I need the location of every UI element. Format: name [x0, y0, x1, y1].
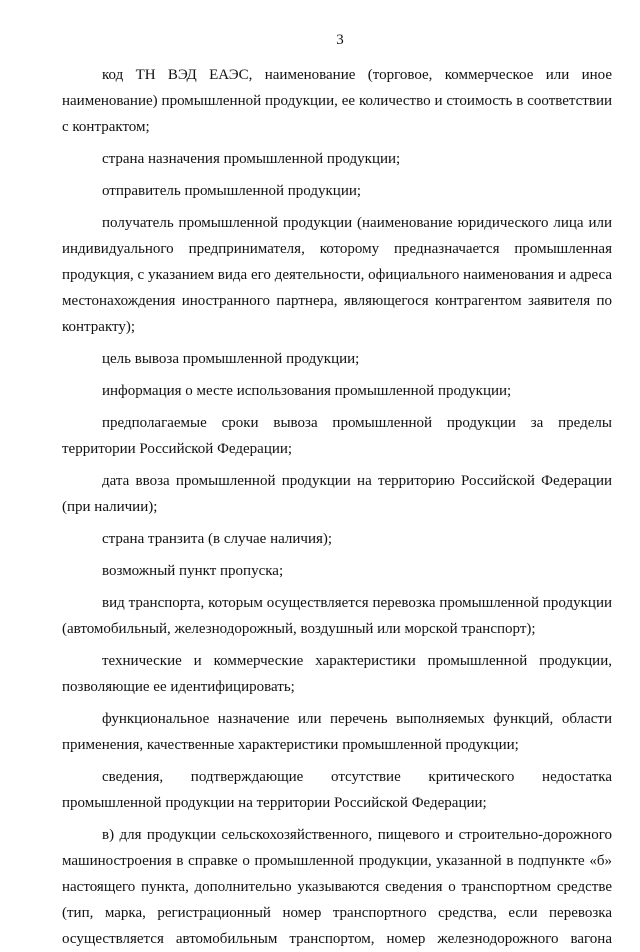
paragraph-shortage-evidence: сведения, подтверждающие отсутствие критического недостатка промышленной продукции на территории Российской Федерации; — [62, 769, 612, 811]
page-number: 3 — [336, 32, 344, 48]
paragraph-functional-purpose: функциональное назначение или перечень выполняемых функций, области применения, качественные характеристики промышленной продукции; — [62, 711, 612, 753]
document-body — [62, 62, 612, 952]
paragraph-destination-country: страна назначения промышленной продукции; — [102, 151, 401, 167]
paragraph-characteristics: технические и коммерческие характеристики промышленной продукции, позволяющие ее идентифицировать; — [62, 653, 612, 695]
paragraph-export-purpose: цель вывоза промышленной продукции; — [102, 351, 360, 367]
paragraph-hs-code: код ТН ВЭД ЕАЭС, наименование (торговое, коммерческое или иное наименование) промышленной продукции, ее количество и стоимость в соответствии с контрактом; — [62, 67, 612, 135]
paragraph-place-of-use: информация о месте использования промышленной продукции; — [102, 383, 512, 399]
paragraph-export-dates: предполагаемые сроки вывоза промышленной продукции за пределы территории Российской Федерации; — [62, 415, 612, 457]
paragraph-checkpoint: возможный пункт пропуска; — [102, 563, 284, 579]
paragraph-machinery-vehicle-info: в) для продукции сельскохозяйственного, пищевого и строительно-дорожного машиностроения в справке о промышленной продукции, указанной в подпункте «б» настоящего пункта, дополнительно указываются сведения о транспортном средстве (тип, марка, регистрационный номер транспортного средства, если перевозка осуществляется автомобильным транспортом, номер железнодорожного вагона — [62, 827, 612, 947]
paragraph-sender: отправитель промышленной продукции; — [102, 183, 362, 199]
paragraph-transit-country: страна транзита (в случае наличия); — [102, 531, 333, 547]
paragraph-transport-type: вид транспорта, которым осуществляется перевозка промышленной продукции (автомобильный, железнодорожный, воздушный или морской транспорт); — [62, 595, 612, 637]
paragraph-recipient: получатель промышленной продукции (наименование юридического лица или индивидуального предпринимателя, которому предназначается промышленная продукция, с указанием вида его деятельности, официального наименования и адреса местонахождения иностранного партнера, являющегося контрагентом заявителя по контракту); — [62, 215, 612, 335]
paragraph-import-date: дата ввоза промышленной продукции на территорию Российской Федерации (при наличии); — [62, 473, 612, 515]
